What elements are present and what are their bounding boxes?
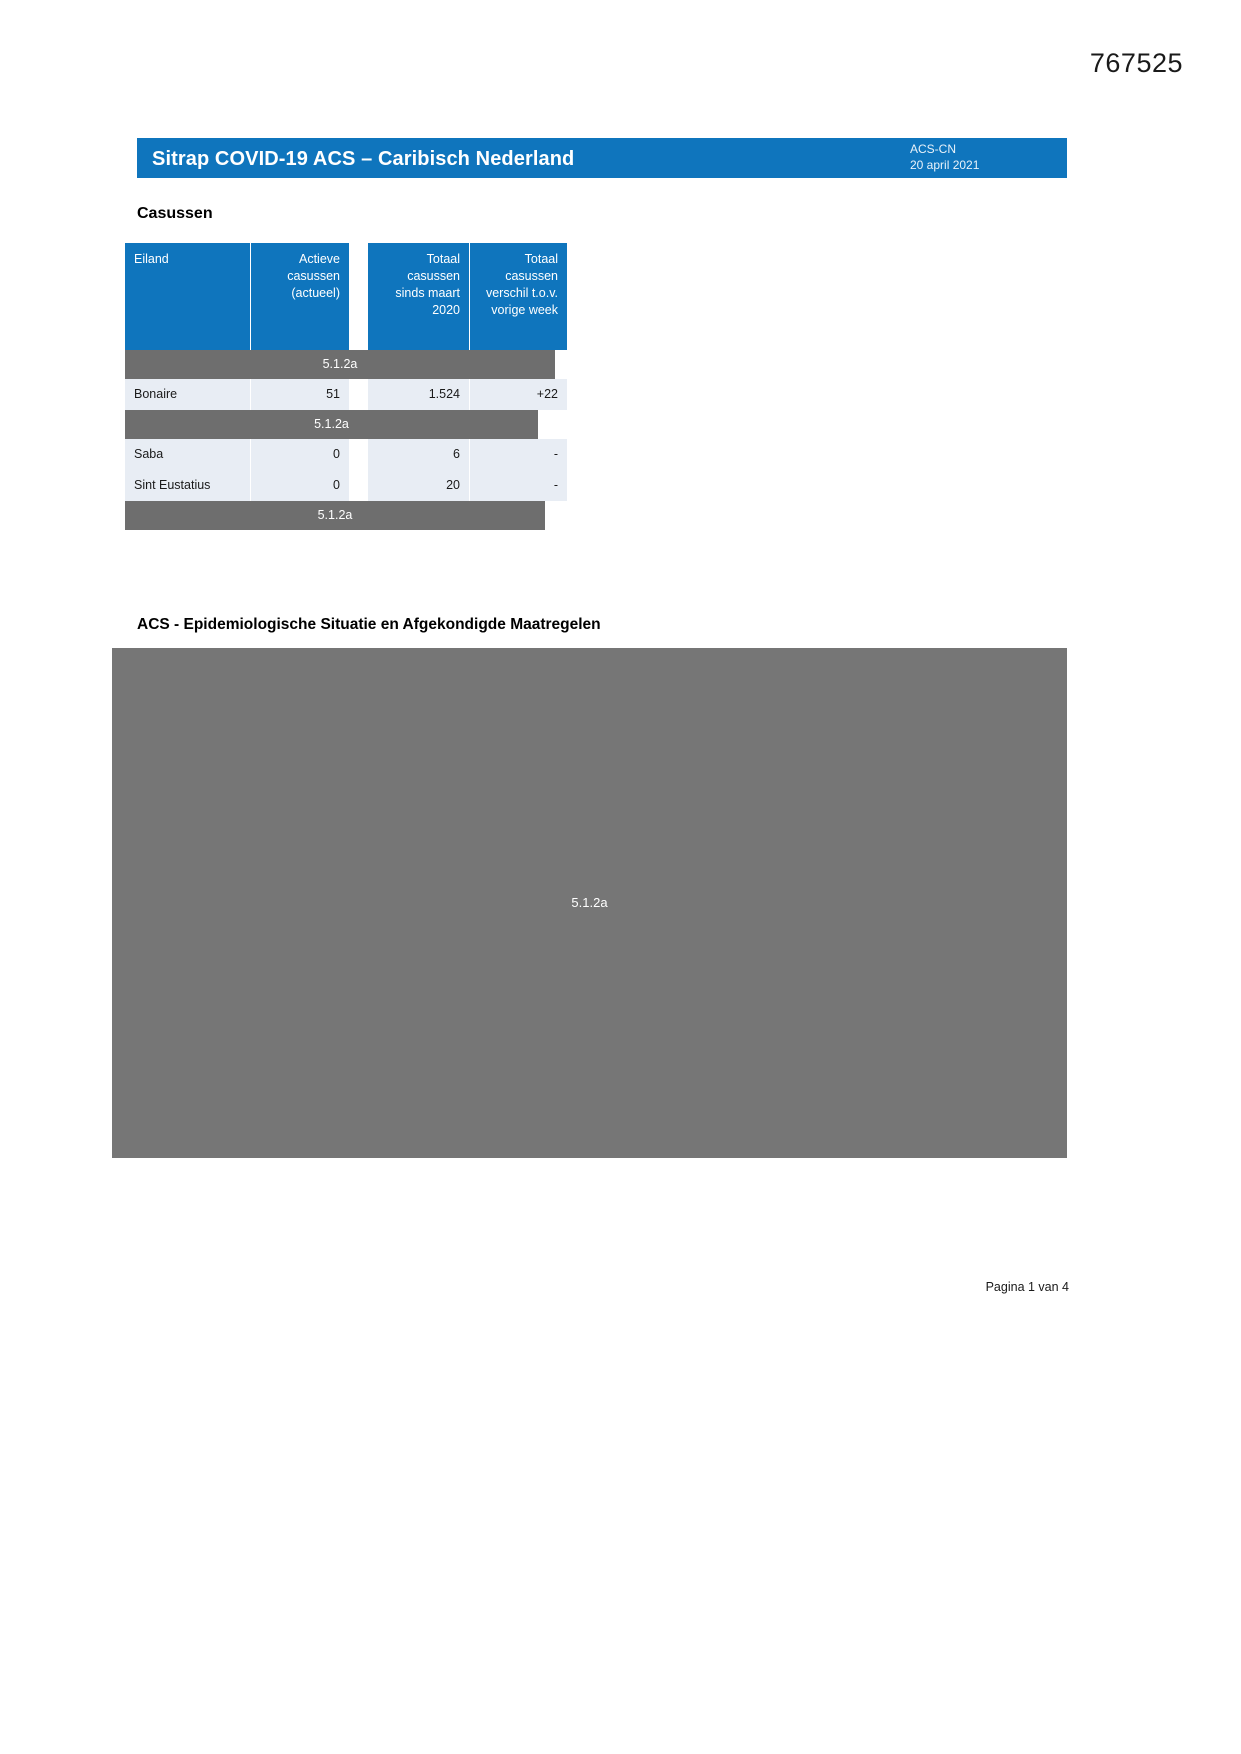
table-row-redacted xyxy=(125,501,595,530)
table-header-totaal-casussen-verschil: Totaal casussen verschil t.o.v. vorige week xyxy=(470,243,567,350)
cell-island: Sint Eustatius xyxy=(125,470,250,501)
table-row xyxy=(125,379,595,410)
section-heading-acs: ACS - Epidemiologische Situatie en Afgekondigde Maatregelen xyxy=(137,616,601,633)
table-row xyxy=(125,470,595,501)
table-header-actieve-casussen: Actieve casussen (actueel) xyxy=(251,243,349,350)
document-page xyxy=(97,100,1109,1310)
table-row-redacted xyxy=(125,350,595,379)
cell-diff-cases: - xyxy=(470,470,567,501)
table-header-row xyxy=(125,243,595,350)
cell-active-cases: 0 xyxy=(251,470,349,501)
cell-active-cases: 51 xyxy=(251,379,349,410)
header-date: 20 april 2021 xyxy=(910,158,980,172)
table-row xyxy=(125,439,595,470)
redaction-label: 5.1.2a xyxy=(125,501,545,530)
cell-spacer xyxy=(350,470,368,501)
cell-spacer xyxy=(350,379,368,410)
table-header-totaal-casussen-sinds-maart: Totaal casussen sinds maart 2020 xyxy=(368,243,469,350)
cell-spacer xyxy=(350,439,368,470)
page-footer: Pagina 1 van 4 xyxy=(985,1280,1069,1294)
document-title-bar xyxy=(137,138,1067,178)
cell-island: Saba xyxy=(125,439,250,470)
redaction-label: 5.1.2a xyxy=(125,350,555,379)
table-row-redacted xyxy=(125,410,595,439)
cell-diff-cases: +22 xyxy=(470,379,567,410)
cell-diff-cases: - xyxy=(470,439,567,470)
cases-table xyxy=(125,243,595,530)
redaction-label: 5.1.2a xyxy=(571,895,608,910)
redacted-content-block xyxy=(112,648,1067,1158)
header-organisation: ACS-CN xyxy=(910,142,957,156)
cell-active-cases: 0 xyxy=(251,439,349,470)
section-heading-casussen: Casussen xyxy=(137,205,213,222)
cell-total-cases: 1.524 xyxy=(368,379,469,410)
cell-island: Bonaire xyxy=(125,379,250,410)
redaction-label: 5.1.2a xyxy=(125,410,538,439)
table-header-eiland: Eiland xyxy=(125,243,250,350)
cell-total-cases: 6 xyxy=(368,439,469,470)
page-title: Sitrap COVID-19 ACS – Caribisch Nederland xyxy=(152,148,575,170)
document-stamp-number: 767525 xyxy=(1089,48,1183,78)
cell-total-cases: 20 xyxy=(368,470,469,501)
